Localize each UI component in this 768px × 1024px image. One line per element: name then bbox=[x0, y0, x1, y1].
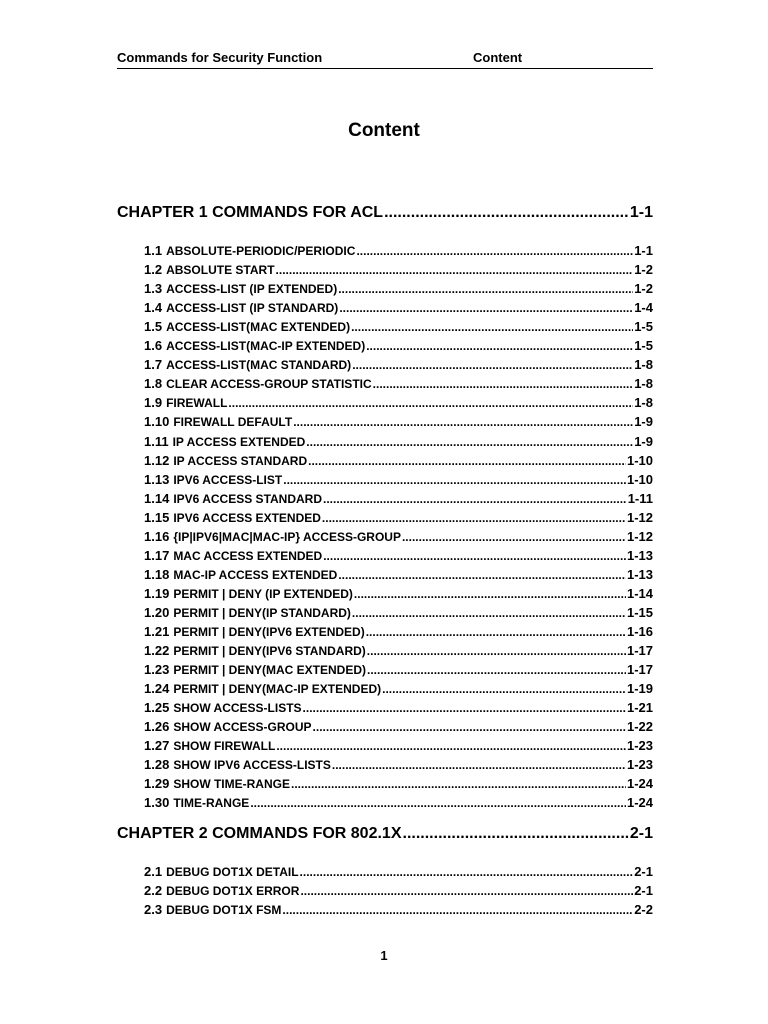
toc-section-title: DEBUG DOT1X FSM bbox=[166, 903, 282, 918]
toc-section-number: 2.2 bbox=[144, 883, 163, 899]
toc-page-number: 2-1 bbox=[629, 825, 653, 842]
toc-dot-leader bbox=[303, 701, 626, 715]
toc-section-entry[interactable] bbox=[144, 776, 653, 791]
toc-section-title: PERMIT | DENY(IPV6 STANDARD) bbox=[173, 644, 366, 659]
toc-page-number: 1-24 bbox=[626, 795, 653, 811]
toc-page-number: 1-17 bbox=[626, 662, 653, 678]
toc-section-entry[interactable] bbox=[144, 864, 653, 879]
toc-page-number: 1-23 bbox=[626, 738, 653, 754]
toc-section-number: 1.27 bbox=[144, 738, 170, 754]
toc-dot-leader bbox=[384, 204, 629, 222]
toc-section-entry[interactable] bbox=[144, 414, 653, 429]
toc-section-number: 1.14 bbox=[144, 490, 170, 506]
toc-section-title: ABSOLUTE START bbox=[166, 263, 275, 278]
toc-dot-leader bbox=[291, 777, 626, 791]
toc-section-entry[interactable] bbox=[144, 662, 653, 677]
toc-section-title: TIME-RANGE bbox=[173, 796, 250, 811]
toc-section-title: PERMIT | DENY(MAC EXTENDED) bbox=[173, 663, 367, 678]
toc-dot-leader bbox=[352, 358, 633, 372]
toc-section-title: FIREWALL DEFAULT bbox=[173, 415, 293, 430]
toc-dot-leader bbox=[373, 377, 634, 391]
toc-page-number: 1-9 bbox=[634, 433, 653, 449]
toc-section-title: {IP|IPV6|MAC|MAC-IP} ACCESS-GROUP bbox=[173, 529, 401, 544]
toc-section-title: PERMIT | DENY(IP STANDARD) bbox=[173, 605, 351, 620]
toc-dot-leader bbox=[250, 796, 626, 810]
toc-page-number: 1-19 bbox=[626, 681, 653, 697]
toc-section-number: 1.22 bbox=[144, 643, 170, 659]
toc-dot-leader bbox=[276, 263, 634, 277]
toc-section-title: PERMIT | DENY(IPV6 EXTENDED) bbox=[173, 625, 365, 639]
toc-section-title: MAC-IP ACCESS EXTENDED bbox=[173, 567, 338, 582]
toc-page-number: 1-2 bbox=[634, 262, 653, 278]
toc-page-number: 1-15 bbox=[626, 604, 653, 620]
toc-section-entry[interactable] bbox=[144, 491, 653, 506]
toc-section-entry[interactable] bbox=[144, 700, 653, 715]
toc-page-number: 1-4 bbox=[634, 300, 653, 316]
toc-dot-leader bbox=[367, 644, 626, 658]
toc-section-title: IP ACCESS EXTENDED bbox=[172, 434, 306, 449]
toc-section-number: 1.8 bbox=[144, 376, 163, 392]
page-number: 1 bbox=[380, 948, 388, 963]
toc-page-number: 2-1 bbox=[634, 883, 653, 899]
toc-dot-leader bbox=[382, 682, 626, 696]
toc-section-number: 1.29 bbox=[144, 776, 170, 792]
toc-dot-leader bbox=[338, 568, 626, 582]
toc-page-number: 1-24 bbox=[626, 776, 653, 792]
toc-page-number: 1-12 bbox=[626, 528, 653, 544]
toc-page-number: 1-1 bbox=[634, 243, 653, 258]
toc-dot-leader bbox=[332, 758, 626, 772]
toc-section-entry[interactable] bbox=[144, 643, 653, 658]
toc-page-number: 1-1 bbox=[629, 204, 653, 221]
toc-page-number: 1-9 bbox=[634, 414, 653, 430]
toc-section-number: 1.26 bbox=[144, 719, 170, 735]
toc-section-number: 1.2 bbox=[144, 262, 163, 278]
toc-dot-leader bbox=[351, 320, 633, 334]
toc-dot-leader bbox=[300, 884, 633, 898]
toc-dot-leader bbox=[366, 339, 633, 353]
toc-dot-leader bbox=[366, 625, 626, 639]
toc-section-number: 1.13 bbox=[144, 471, 170, 487]
toc-page-number: 1-17 bbox=[626, 643, 653, 659]
toc-section-entry[interactable] bbox=[144, 472, 653, 487]
toc-section-entry[interactable] bbox=[144, 338, 653, 353]
toc-section-title: ACCESS-LIST (IP STANDARD) bbox=[166, 301, 339, 316]
toc-section-title: DEBUG DOT1X ERROR bbox=[166, 884, 300, 899]
toc-section-entry[interactable] bbox=[144, 902, 653, 917]
toc-page-number: 1-13 bbox=[626, 566, 653, 582]
toc-dot-leader bbox=[338, 282, 633, 296]
toc-section-entry[interactable] bbox=[144, 243, 653, 258]
toc-page-number: 2-1 bbox=[634, 864, 653, 879]
toc-page-number: 1-8 bbox=[634, 395, 653, 411]
toc-chapter-entry[interactable] bbox=[117, 204, 653, 222]
toc-section-entry[interactable] bbox=[144, 262, 653, 277]
toc-dot-leader bbox=[323, 549, 626, 563]
toc-dot-leader bbox=[308, 454, 626, 468]
toc-page-number: 1-10 bbox=[626, 452, 653, 468]
toc-section-number: 1.17 bbox=[144, 547, 170, 563]
toc-dot-leader bbox=[306, 435, 633, 449]
toc-section-number: 1.25 bbox=[144, 700, 170, 716]
toc-page-number: 1-23 bbox=[626, 757, 653, 773]
toc-section-title: SHOW ACCESS-LISTS bbox=[173, 701, 302, 716]
toc-section-entry[interactable] bbox=[144, 319, 653, 334]
toc-section-number: 1.15 bbox=[144, 509, 170, 525]
toc-section-title: SHOW ACCESS-GROUP bbox=[173, 720, 312, 735]
toc-section-number: 1.7 bbox=[144, 357, 163, 373]
toc-section-entry[interactable] bbox=[144, 453, 653, 468]
toc-page-number: 1-12 bbox=[626, 509, 653, 525]
toc-page-number: 1-2 bbox=[634, 281, 653, 297]
toc-section-number: 1.20 bbox=[144, 604, 170, 620]
toc-section-number: 1.28 bbox=[144, 757, 170, 773]
toc-dot-leader bbox=[283, 473, 626, 487]
toc-chapter-title: CHAPTER 1 COMMANDS FOR ACL bbox=[117, 204, 384, 221]
toc-chapter-entry[interactable] bbox=[117, 825, 653, 843]
toc-dot-leader bbox=[352, 606, 626, 620]
toc-section-title: ACCESS-LIST(MAC-IP EXTENDED) bbox=[166, 339, 366, 354]
toc-page-number: 1-8 bbox=[634, 376, 653, 392]
toc-dot-leader bbox=[228, 396, 633, 410]
toc-dot-leader bbox=[276, 739, 626, 753]
toc-dot-leader bbox=[300, 865, 634, 879]
toc-section-number: 1.11 bbox=[144, 433, 169, 449]
toc-section-title: SHOW FIREWALL bbox=[173, 739, 276, 754]
toc-section-entry[interactable] bbox=[144, 529, 653, 544]
toc-page-number: 1-22 bbox=[626, 719, 653, 735]
toc-page-number: 2-2 bbox=[634, 902, 653, 918]
toc-dot-leader bbox=[402, 530, 626, 544]
toc-page-number: 1-5 bbox=[634, 319, 653, 335]
running-header bbox=[117, 50, 653, 69]
toc-section-entry[interactable] bbox=[144, 586, 653, 601]
toc-section-number: 1.5 bbox=[144, 319, 163, 335]
toc-page-number: 1-13 bbox=[626, 547, 653, 563]
toc-section-number: 1.12 bbox=[144, 452, 170, 468]
toc-section-number: 2.1 bbox=[144, 864, 163, 879]
toc-section-entry[interactable] bbox=[144, 605, 653, 620]
toc-section-entry[interactable] bbox=[144, 719, 653, 734]
toc-section-entry[interactable] bbox=[144, 624, 653, 639]
toc-page-number: 1-21 bbox=[626, 700, 653, 716]
toc-section-title: IPV6 ACCESS EXTENDED bbox=[173, 510, 321, 525]
toc-dot-leader bbox=[322, 511, 626, 525]
toc-section-number: 1.10 bbox=[144, 414, 170, 430]
toc-section-number: 1.23 bbox=[144, 662, 170, 678]
toc-section-entry[interactable] bbox=[144, 300, 653, 315]
toc-section-entry[interactable] bbox=[144, 395, 653, 410]
toc-section-title: CLEAR ACCESS-GROUP STATISTIC bbox=[166, 377, 372, 392]
toc-page-number: 1-16 bbox=[626, 624, 653, 639]
toc-section-entry[interactable] bbox=[144, 757, 653, 772]
toc-section-title: ACCESS-LIST(MAC EXTENDED) bbox=[166, 320, 351, 335]
toc-section-entry[interactable] bbox=[144, 434, 653, 449]
header-section-title: Content bbox=[473, 50, 523, 65]
toc-dot-leader bbox=[367, 663, 626, 677]
toc-section-number: 2.3 bbox=[144, 902, 163, 918]
toc-dot-leader bbox=[354, 587, 626, 601]
toc-section-number: 1.1 bbox=[144, 243, 163, 258]
toc-section-number: 1.4 bbox=[144, 300, 163, 316]
toc-section-title: IPV6 ACCESS-LIST bbox=[173, 472, 283, 487]
toc-page-number: 1-8 bbox=[634, 357, 653, 373]
toc-section-entry[interactable] bbox=[144, 795, 653, 810]
page-title: Content bbox=[348, 120, 420, 141]
toc-page-number: 1-10 bbox=[626, 471, 653, 487]
toc-section-number: 1.30 bbox=[144, 795, 170, 811]
toc-section-entry[interactable] bbox=[144, 567, 653, 582]
toc-section-title: DEBUG DOT1X DETAIL bbox=[166, 865, 299, 879]
toc-section-title: IP ACCESS STANDARD bbox=[173, 453, 308, 468]
toc-section-entry[interactable] bbox=[144, 548, 653, 563]
toc-section-title: SHOW TIME-RANGE bbox=[173, 777, 290, 792]
toc-section-title: ABSOLUTE-PERIODIC/PERIODIC bbox=[166, 244, 356, 258]
toc-section-entry[interactable] bbox=[144, 883, 653, 898]
toc-section-title: SHOW IPV6 ACCESS-LISTS bbox=[173, 758, 331, 773]
toc-dot-leader bbox=[313, 720, 626, 734]
toc-section-title: ACCESS-LIST (IP EXTENDED) bbox=[166, 282, 338, 297]
toc-section-number: 1.19 bbox=[144, 585, 170, 601]
toc-section-entry[interactable] bbox=[144, 738, 653, 753]
toc-section-title: IPV6 ACCESS STANDARD bbox=[173, 491, 322, 506]
toc-section-title: MAC ACCESS EXTENDED bbox=[173, 548, 323, 563]
toc-dot-leader bbox=[356, 244, 633, 258]
toc-dot-leader bbox=[323, 492, 627, 506]
toc-section-title: PERMIT | DENY(MAC-IP EXTENDED) bbox=[173, 682, 382, 697]
toc-section-entry[interactable] bbox=[144, 510, 653, 525]
toc-page-number: 1-5 bbox=[634, 338, 653, 354]
toc-dot-leader bbox=[293, 415, 633, 429]
toc-dot-leader bbox=[403, 825, 629, 843]
toc-section-number: 1.21 bbox=[144, 624, 170, 639]
toc-dot-leader bbox=[282, 903, 633, 917]
toc-section-title: ACCESS-LIST(MAC STANDARD) bbox=[166, 358, 352, 373]
toc-page-number: 1-11 bbox=[627, 490, 653, 506]
toc-section-title: FIREWALL bbox=[166, 396, 228, 411]
toc-section-entry[interactable] bbox=[144, 357, 653, 372]
toc-section-number: 1.3 bbox=[144, 281, 163, 297]
toc-page-number: 1-14 bbox=[626, 585, 653, 601]
toc-section-entry[interactable] bbox=[144, 281, 653, 296]
toc-section-number: 1.9 bbox=[144, 395, 163, 411]
toc-section-number: 1.18 bbox=[144, 566, 170, 582]
toc-chapter-title: CHAPTER 2 COMMANDS FOR 802.1X bbox=[117, 825, 402, 842]
toc-section-number: 1.24 bbox=[144, 681, 170, 697]
toc-section-title: PERMIT | DENY (IP EXTENDED) bbox=[173, 586, 353, 601]
toc-section-number: 1.6 bbox=[144, 338, 163, 354]
toc-section-number: 1.16 bbox=[144, 528, 170, 544]
toc-section-entry[interactable] bbox=[144, 681, 653, 696]
header-document-title: Commands for Security Function bbox=[117, 50, 323, 65]
toc-dot-leader bbox=[339, 301, 633, 315]
toc-section-entry[interactable] bbox=[144, 376, 653, 391]
